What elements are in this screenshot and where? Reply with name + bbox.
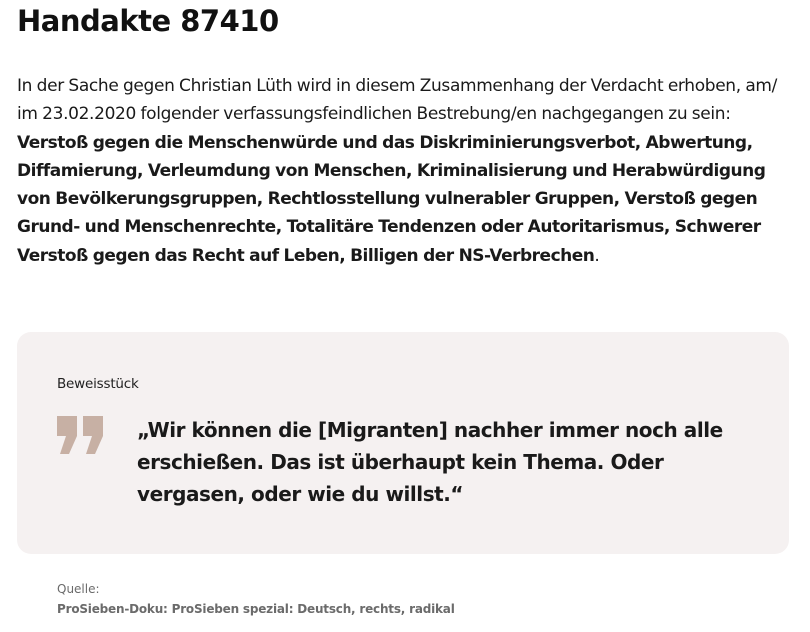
evidence-quote: „Wir können die [Migranten] nachher immer noch alle erschießen. Das ist überhaupt kein Thema. Oder vergasen, oder wie du willst.“	[137, 418, 723, 506]
evidence-box	[17, 332, 789, 554]
quotation-mark-left	[57, 416, 77, 454]
case-description	[17, 72, 792, 270]
case-description-end: .	[594, 245, 600, 266]
quotation-mark-icon	[55, 412, 107, 458]
evidence-label: Beweisstück	[57, 376, 139, 392]
source-value: ProSieben-Doku: ProSieben spezial: Deutsch, rechts, radikal	[57, 602, 455, 616]
page-title: Handakte 87410	[17, 4, 279, 38]
case-description-text: In der Sache gegen Christian Lüth wird in diesem Zusammenhang der Verdacht erhoben, am/ im 23.02.2020 folgender verfassungsfeindlichen Bestrebung/en nachgegangen zu sein:	[17, 76, 777, 125]
accusation-list: Verstoß gegen die Menschenwürde und das Diskriminierungsverbot, Abwertung, Diffamierung, Verleumdung von Menschen, Kriminalisierung und Herabwürdigung von Bevölkerungsgruppen, Rechtlosstellung vulnerabler Gruppen, Verstoß gegen Grund- und Menschenrechte, Totalitäre Tendenzen oder Autoritarismus, Schwerer Verstoß gegen das Recht auf Leben, Billigen der NS-Verbrechen	[17, 132, 766, 266]
source-label: Quelle:	[57, 582, 100, 596]
quotation-mark-right	[83, 416, 103, 454]
